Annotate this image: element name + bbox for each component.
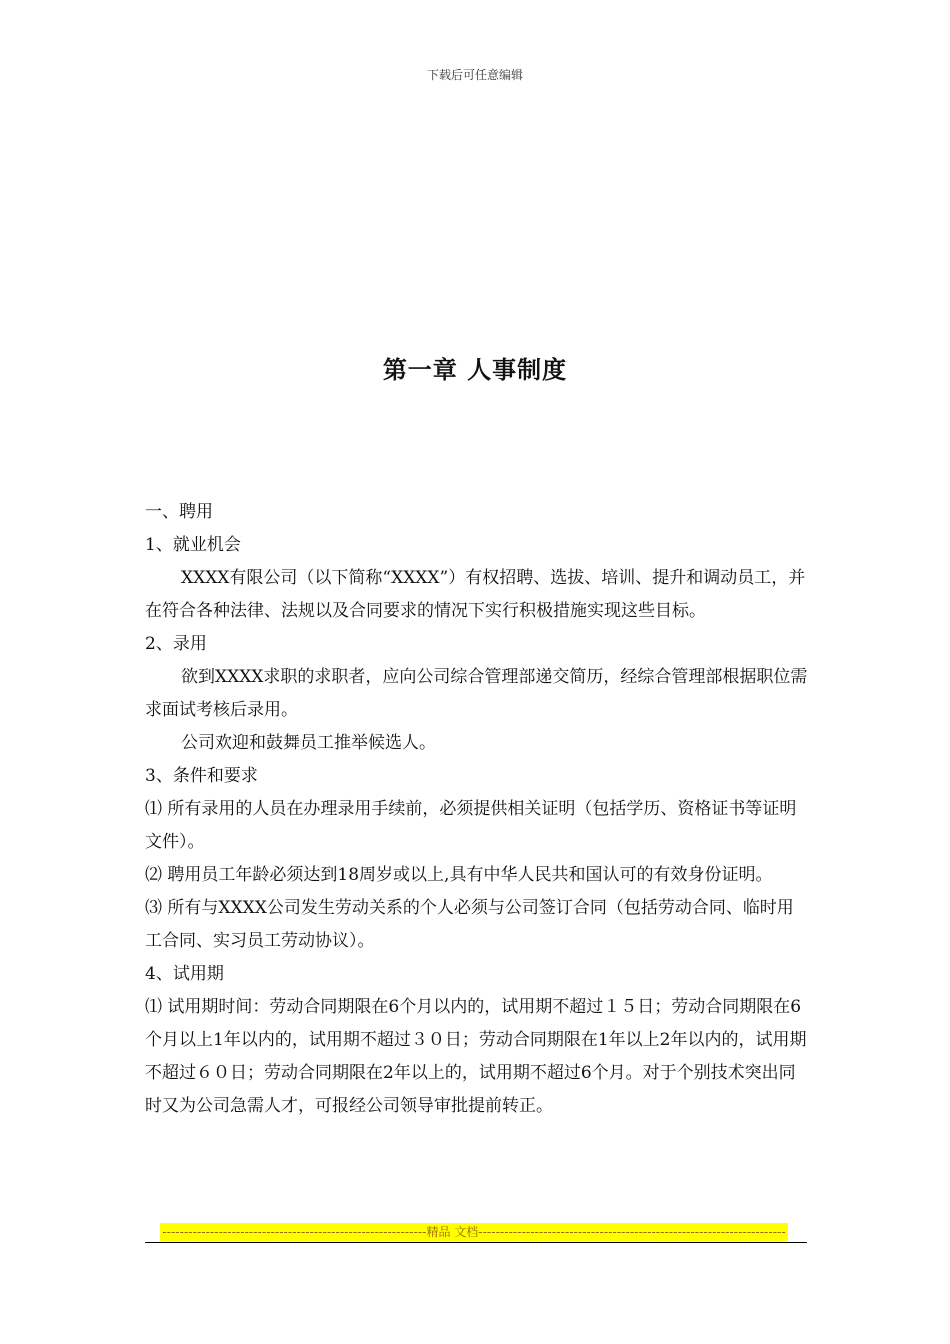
- subheading-employment-opportunity: 1、就业机会: [145, 535, 241, 555]
- section-heading-hiring: 一、聘用: [145, 502, 213, 522]
- condition-item-1: ⑴ 所有录用的人员在办理录用手续前，必须提供相关证明（包括学历、资格证书等证明文件）。: [145, 799, 797, 852]
- footer-label: 精品 文档: [426, 1225, 479, 1239]
- paragraph-referral: 公司欢迎和鼓舞员工推举候选人。: [181, 733, 436, 753]
- condition-item-2: ⑵ 聘用员工年龄必须达到18周岁或以上,具有中华人民共和国认可的有效身份证明。: [145, 865, 773, 885]
- subheading-conditions: 3、条件和要求: [145, 766, 258, 786]
- footer-watermark-band: [160, 1223, 788, 1241]
- footer-divider: [145, 1242, 807, 1243]
- paragraph-recruitment: 欲到XXXX求职的求职者，应向公司综合管理部递交简历，经综合管理部根据职位需求面试考核后录用。: [145, 667, 808, 720]
- chapter-title: 第一章 人事制度: [382, 356, 568, 384]
- subheading-probation: 4、试用期: [145, 964, 224, 984]
- footer-left-dashes: -------------------------------------------------------------: [162, 1225, 427, 1239]
- subheading-recruitment: 2、录用: [145, 634, 207, 654]
- paragraph-employment-opportunity: XXXX有限公司（以下简称“XXXX”）有权招聘、选拔、培训、提升和调动员工，并在符合各种法律、法规以及合同要求的情况下实行积极措施实现这些目标。: [145, 568, 806, 621]
- condition-item-3: ⑶ 所有与XXXX公司发生劳动关系的个人必须与公司签订合同（包括劳动合同、临时用工合同、实习员工劳动协议）。: [145, 898, 794, 951]
- document-body: [145, 496, 810, 1123]
- probation-item-1: ⑴ 试用期时间：劳动合同期限在6个月以内的，试用期不超过１５日；劳动合同期限在6个月以上1年以内的，试用期不超过３０日；劳动合同期限在1年以上2年以内的，试用期不超过６０日；劳动合同期限在2年以上的，试用期不超过6个月。对于个别技术突出同时又为公司急需人才，可报经公司领导审批提前转正。: [145, 997, 807, 1116]
- page-header: 下载后可任意编辑: [426, 68, 523, 82]
- footer-right-dashes: -----------------------------------------------------------------------: [478, 1225, 786, 1239]
